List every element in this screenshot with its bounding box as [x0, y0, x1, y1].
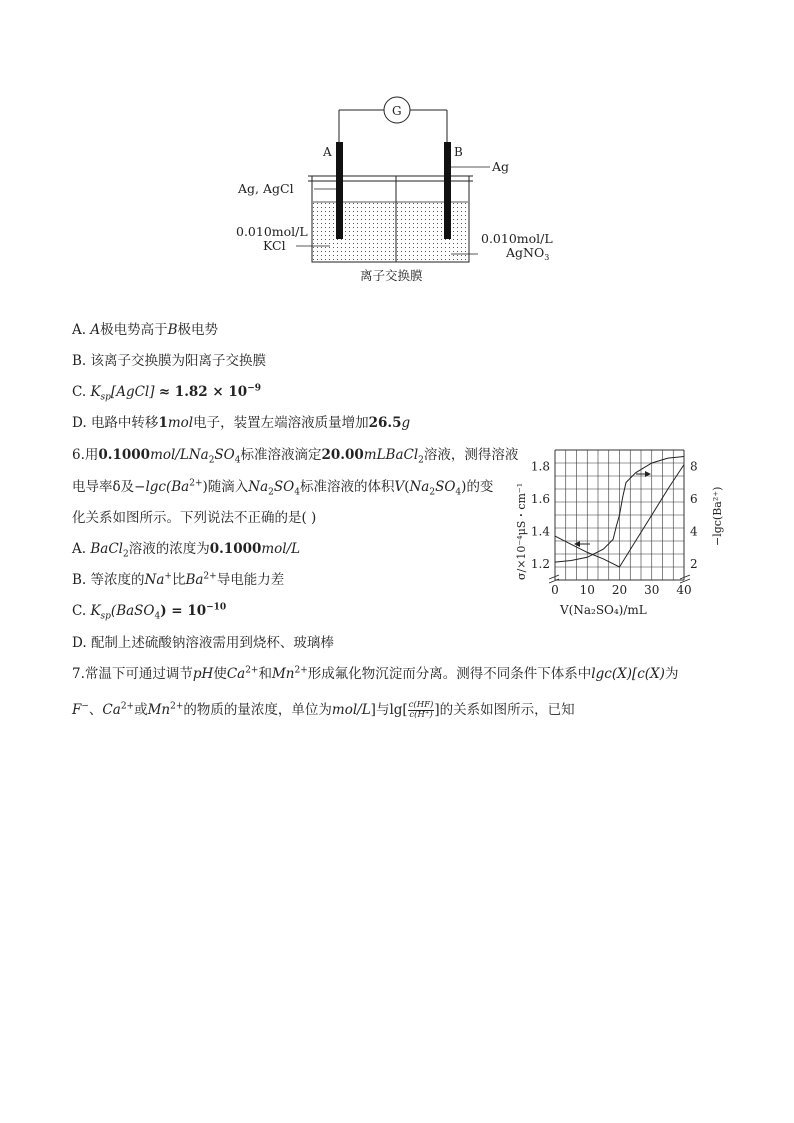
- q6-option-b: B. 等浓度的Na+比$Ba^{2+}$导电能力差: [72, 571, 285, 588]
- q6-stem-line1: 6.用$0.1000mol/LNa_2SO_4$标准溶液滴定20.00mLBaCl$_2$溶液，测得溶液: [72, 447, 519, 466]
- q6-option-c: C. $K_{sp}(BaSO_4) = 10^{-10}$: [72, 602, 227, 622]
- chart-y-left-label: σ/×10⁻⁴μS・cm⁻¹: [515, 482, 528, 580]
- q5-option-b: B. 该离子交换膜为阳离子交换膜: [72, 353, 267, 369]
- agno3-label: AgNO$_3$: [506, 245, 550, 262]
- q6-stem-line2: 电导率δ及$-\lg c(Ba^{2+})$随滴入$Na_2SO_4$标准溶液的体积$V(Na_2SO_4)$的变: [72, 478, 494, 498]
- y-right-tick-label: 4: [690, 524, 698, 539]
- electrode-a-label: A: [323, 145, 332, 159]
- y-right-tick-label: 6: [690, 491, 698, 506]
- galvanometer-label: G: [392, 104, 402, 118]
- x-tick-label: 10: [579, 583, 595, 597]
- kcl-label: KCl: [263, 238, 286, 253]
- ag-label: Ag: [492, 159, 510, 174]
- y-left-tick-label: 1.2: [530, 556, 550, 571]
- q5-option-d: D. 电路中转移1mol电子，装置左端溶液质量增加26.5g: [72, 415, 411, 431]
- q7-stem-line2: F−、$Ca^{2+}$或$Mn^{2+}$的物质的量浓度，单位为mol/L]与lg[ $\frac{c(HF)}{c(H^+)}$ ]的关系如图所示，已知: [72, 700, 575, 720]
- membrane-caption: 离子交换膜: [360, 268, 423, 283]
- x-tick-label: 0: [551, 583, 559, 597]
- axis-break-mark: [680, 575, 690, 583]
- x-tick-label: 20: [611, 583, 628, 597]
- kcl-conc-label: 0.010mol/L: [236, 224, 308, 239]
- q5-option-a: A. A极电势高于B极电势: [72, 322, 219, 338]
- electrode-b-label: B: [454, 145, 463, 159]
- hf-ratio-fraction: $\frac{c(HF)}{c(H^+)}$: [408, 700, 434, 720]
- x-tick-label: 40: [676, 583, 692, 597]
- axis-break-mark: [549, 575, 559, 583]
- q6-option-a: A. BaCl$_2$溶液的浓度为0.1000mol/L: [72, 541, 301, 560]
- chart-x-axis-label: V(Na₂SO₄)/mL: [560, 603, 647, 617]
- y-left-tick-label: 1.4: [530, 524, 550, 539]
- electrochemical-cell-figure: [220, 90, 580, 290]
- electrode-b: [444, 142, 451, 239]
- y-right-tick-label: 2: [690, 556, 698, 571]
- q5-option-c: C. $K_{sp}[AgCl] \approx 1.82 \times 10^{-9}$: [72, 383, 261, 403]
- chart-y-right-label: −lgc(Ba²⁺): [711, 486, 724, 546]
- q6-option-d: D. 配制上述硫酸钠溶液需用到烧杯、玻璃棒: [72, 635, 334, 651]
- conductivity-chart: [508, 438, 734, 618]
- x-tick-label: 30: [644, 583, 660, 597]
- y-left-tick-label: 1.6: [530, 491, 550, 506]
- y-right-tick-label: 8: [690, 459, 698, 474]
- ag-agcl-label: Ag, AgCl: [238, 181, 294, 196]
- electrode-a: [336, 142, 343, 239]
- q7-stem-line1: 7.常温下可通过调节pH使$Ca^{2+}$和$Mn^{2+}$形成氟化物沉淀而分离。测得不同条件下体系中lgc(X)[c(X)为: [72, 665, 679, 682]
- agno3-conc-label: 0.010mol/L: [481, 231, 553, 246]
- q6-stem-line3: 化关系如图所示。下列说法不正确的是( ): [72, 510, 317, 526]
- y-left-tick-label: 1.8: [530, 459, 550, 474]
